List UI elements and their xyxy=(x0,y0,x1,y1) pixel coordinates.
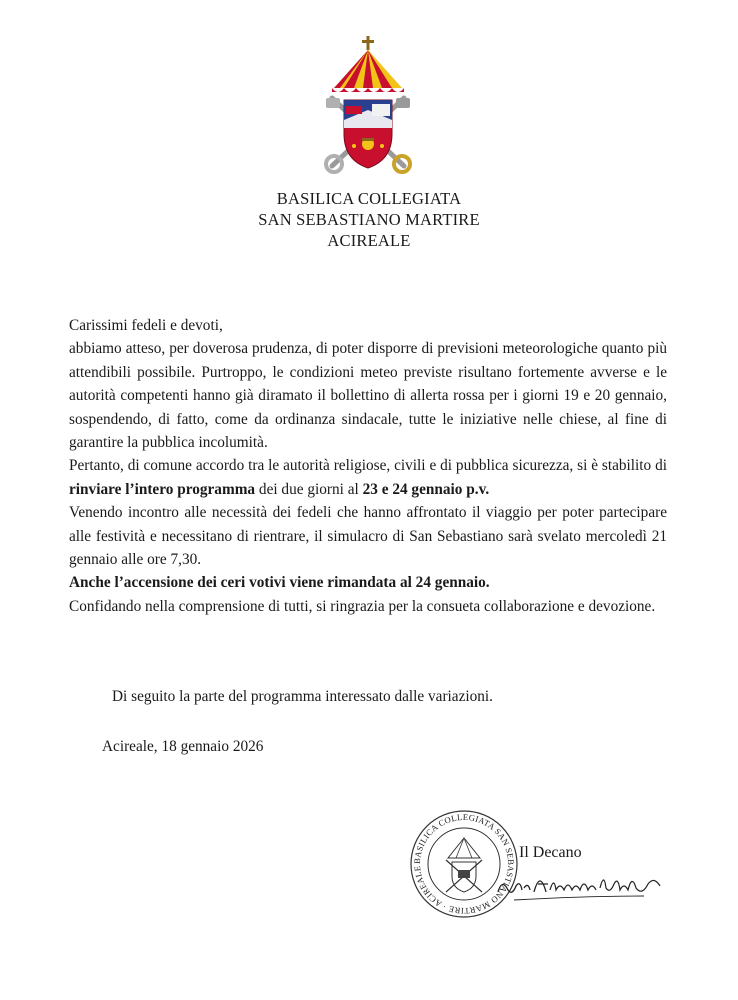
institution-line-1: BASILICA COLLEGIATA xyxy=(276,189,462,208)
postponement-text-2: dei due giorni al xyxy=(255,480,363,498)
postponement-bold-2: 23 e 24 gennaio p.v. xyxy=(362,480,490,498)
postponement-text-1: Pertanto, di comune accordo tra le autorità religiose, civili e di pubblica sicurezza, si è stabilito di xyxy=(69,457,667,475)
signatory-title: Il Decano xyxy=(519,844,582,861)
handwritten-signature-icon xyxy=(494,866,666,906)
paragraph-postponement xyxy=(69,454,667,501)
paragraph-candles xyxy=(69,571,667,594)
place-date: Acireale, 18 gennaio 2026 xyxy=(102,738,264,755)
program-note: Di seguito la parte del programma interessato dalle variazioni. xyxy=(112,688,494,705)
svg-text:BASILICA COLLEGIATA SAN SEBAST: BASILICA COLLEGIATA SAN SEBASTIANO MARTIRE · ACIREALE xyxy=(411,811,517,917)
candles-bold: Anche l’accensione dei ceri votivi viene rimandata al 24 gennaio. xyxy=(69,574,490,592)
postponement-bold-1: rinviare l’intero programma xyxy=(69,480,256,498)
coat-of-arms-icon xyxy=(322,36,414,176)
greeting: Carissimi fedeli e devoti, xyxy=(69,317,223,334)
institution-heading xyxy=(0,188,738,251)
paragraph-thanks: Confidando nella comprensione di tutti, si ringrazia per la consueta collaborazione e devozione. xyxy=(69,597,656,615)
institution-line-2: SAN SEBASTIANO MARTIRE xyxy=(258,210,480,229)
paragraph-weather: abbiamo atteso, per doverosa prudenza, di poter disporre di previsioni meteorologiche quanto più attendibili possibile. Purtroppo, le condizioni meteo previste risultano fortemente avverse e le autorità competenti hanno già diramato il bollettino di allerta rossa per i giorni 19 e 20 gennaio, sospendendo, di fatto, come da ordinanza sindacale, tutte le iniziative nelle chiese, al fine di garantire la pubblica incolumità. xyxy=(69,340,667,452)
paragraph-simulacrum: Venendo incontro alle necessità dei fedeli che hanno affrontato il viaggio per poter partecipare alle festività e necessitano di rientrare, il simulacro di San Sebastiano sarà svelato mercoledì 21 gennaio alle ore 7,30. xyxy=(69,504,667,569)
letter-body xyxy=(69,314,667,618)
institution-line-3: ACIREALE xyxy=(327,231,411,250)
